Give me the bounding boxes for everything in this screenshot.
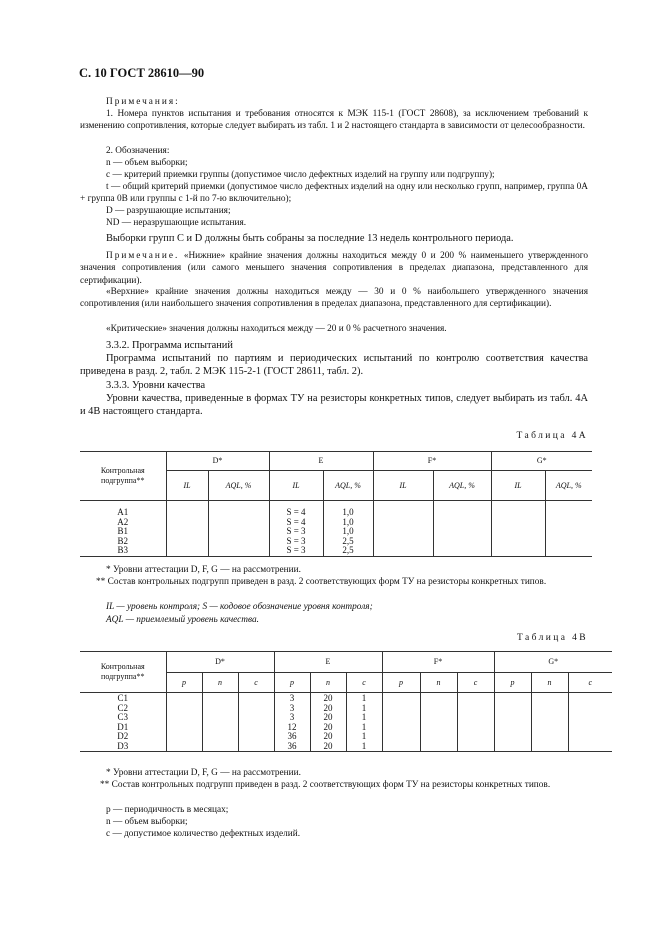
table-4b-group-g: G* xyxy=(494,652,612,672)
table-4b-caption: Таблица 4В xyxy=(517,633,588,643)
table-4a-row-subgroup: B2 xyxy=(117,535,128,546)
table-4a-row-il: S = 3 xyxy=(269,537,323,547)
table-4b-row-p: 12 xyxy=(274,723,310,733)
table-4b-d-n: n xyxy=(202,672,238,692)
table-4a-group-e: E xyxy=(269,452,373,470)
table-4b-row-c: 1 xyxy=(346,704,382,714)
table-4b-d-c: c xyxy=(238,672,274,692)
table-4b-row-subgroup: D3 xyxy=(80,742,166,752)
section-3-3-2-text: Программа испытаний по партиям и периодических испытаний по контролю соответствия качества приведена в разд. 2, табл. 2 МЭК 115-2-1 (ГОСТ 28611, табл. 2). xyxy=(80,353,588,378)
table-4a-legend-2: AQL — приемлемый уровень качества. xyxy=(106,615,259,625)
table-4a-group-d: D* xyxy=(166,452,269,470)
table-4a-row-il: S = 3 xyxy=(269,527,323,537)
note-3 xyxy=(80,250,588,287)
critical-values-paragraph: «Критические» значения должны находиться между — 20 и 0 % расчетного значения. xyxy=(106,324,447,334)
table-4b-e-p: p xyxy=(274,672,310,692)
table-4b-d-p: p xyxy=(166,672,202,692)
section-3-3-2-title: 3.3.2. Программа испытаний xyxy=(106,340,233,351)
table-4a-group-f: F* xyxy=(373,452,491,470)
table-4a-row-aql: 1,0 xyxy=(323,508,373,518)
table-4a-e-il: IL xyxy=(269,470,323,500)
table-4a-e-aql: AQL, % xyxy=(323,470,373,500)
table-4b-row-n: 20 xyxy=(310,742,346,752)
table-4b xyxy=(80,651,612,752)
table-row xyxy=(80,694,612,704)
table-4a-g-il: IL xyxy=(491,470,545,500)
table-4b-subgroup-header: Контрольная подгруппа** xyxy=(80,652,166,692)
table-row xyxy=(80,537,592,547)
table-4a-row-subgroup: A2 xyxy=(117,516,129,527)
note-3-text: «Нижние» крайние значения должны находиться между 0 и 200 % наименьшего утвержденного значения сопротивления (или самого меньшего значения сопротивления в пределах диапазона, представленного для сертификации). xyxy=(80,251,588,286)
table-4b-group-e: E xyxy=(274,652,382,672)
table-4b-row-c: 1 xyxy=(346,694,382,704)
table-4b-group-d: D* xyxy=(166,652,274,672)
groups-paragraph: Выборки групп С и D должны быть собраны за последние 13 недель контрольного периода. xyxy=(106,233,514,244)
table-4b-row-c: 1 xyxy=(346,713,382,723)
table-4a-d-il: IL xyxy=(166,470,208,500)
table-4b-e-n: n xyxy=(310,672,346,692)
table-4b-legend-p: p — периодичность в месяцах; xyxy=(106,805,229,815)
table-4a-row-aql: 2,5 xyxy=(323,546,373,556)
upper-values-paragraph: «Верхние» крайние значения должны находиться между — 30 и 0 % наибольшего утвержденного значения сопротивления (или наибольшего значения сопротивления в пределах диапазона, представленного для сертификации). xyxy=(80,287,588,310)
notes-title: Примечания: xyxy=(106,97,180,107)
table-row xyxy=(80,713,612,723)
table-4a-subgroup-header: Контрольная подгруппа** xyxy=(80,452,166,500)
table-4a-f-aql: AQL, % xyxy=(433,470,491,500)
table-4a-row-aql: 1,0 xyxy=(323,527,373,537)
section-3-3-3-text: Уровни качества, приведенные в формах ТУ на резисторы конкретных типов, следует выбирать из табл. 4А и 4В настоящего стандарта. xyxy=(80,393,588,418)
note-3-label: Примечание. xyxy=(106,251,180,261)
table-4b-row-n: 20 xyxy=(310,723,346,733)
table-4a-legend-1: IL — уровень контроля; S — кодовое обозначение уровня контроля; xyxy=(106,602,373,612)
table-4a-row-il: S = 3 xyxy=(269,546,323,556)
table-4b-row-subgroup: C2 xyxy=(117,702,128,713)
table-4a-d-aql: AQL, % xyxy=(208,470,269,500)
note-1: 1. Номера пунктов испытания и требования относятся к МЭК 115-1 (ГОСТ 28608), за исключением требований к изменению сопротивления, которые следует выбирать из табл. 1 и 2 настоящего стандарта в зависимости от целесообразности. xyxy=(80,109,588,132)
table-4b-row-n: 20 xyxy=(310,713,346,723)
table-4a xyxy=(80,451,592,557)
table-row xyxy=(80,546,592,556)
table-4b-row-c: 1 xyxy=(346,723,382,733)
symbol-n: n — объем выборки; xyxy=(106,158,188,168)
table-4b-row-subgroup: C1 xyxy=(117,693,128,703)
table-4b-legend-n: n — объем выборки; xyxy=(106,817,188,827)
table-4b-row-subgroup: D1 xyxy=(117,721,129,732)
table-4b-footnote-2: ** Состав контрольных подгрупп приведен в разд. 2 соответствующих форм ТУ на резисторы конкретных типов. xyxy=(100,780,551,790)
table-4a-row-subgroup: A1 xyxy=(117,507,129,517)
table-4a-footnote-1: * Уровни аттестации D, F, G — на рассмотрении. xyxy=(106,565,301,575)
table-4b-f-p: p xyxy=(382,672,420,692)
table-4b-row-p: 3 xyxy=(274,713,310,723)
table-4b-row-n: 20 xyxy=(310,732,346,742)
table-row xyxy=(80,723,612,733)
table-4a-row-aql: 2,5 xyxy=(323,537,373,547)
table-row xyxy=(80,527,592,537)
table-row xyxy=(80,518,592,528)
table-4b-row-p: 3 xyxy=(274,704,310,714)
table-4b-g-n: n xyxy=(531,672,568,692)
table-4a-group-g: G* xyxy=(491,452,592,470)
table-4b-row-p: 36 xyxy=(274,742,310,752)
table-4b-row-c: 1 xyxy=(346,742,382,752)
table-4a-f-il: IL xyxy=(373,470,433,500)
table-row xyxy=(80,508,592,518)
table-4b-e-c: c xyxy=(346,672,382,692)
table-row xyxy=(80,732,612,742)
table-4b-row-subgroup: C3 xyxy=(117,712,128,722)
table-4b-row-p: 36 xyxy=(274,732,310,742)
table-4a-caption: Таблица 4А xyxy=(516,431,588,441)
symbol-nd: ND — неразрушающие испытания. xyxy=(106,218,247,228)
table-4a-g-aql: AQL, % xyxy=(545,470,592,500)
symbol-c: c — критерий приемки группы (допустимое число дефектных изделий на группу или подгруппу); xyxy=(106,170,495,180)
table-4b-g-c: c xyxy=(568,672,612,692)
table-4b-f-c: c xyxy=(457,672,494,692)
table-row xyxy=(80,704,612,714)
table-4b-row-n: 20 xyxy=(310,704,346,714)
table-4b-f-n: n xyxy=(420,672,457,692)
table-4b-g-p: p xyxy=(494,672,531,692)
table-4b-row-subgroup: D2 xyxy=(117,731,129,741)
note-2-title: 2. Обозначения: xyxy=(106,146,170,156)
symbol-t: t — общий критерий приемки (допустимое число дефектных изделий на одну или несколько групп, например, группа 0А + группа 0В или группы с 1-й по 7-ю включительно); xyxy=(80,182,588,205)
table-4a-row-subgroup: B3 xyxy=(80,546,166,556)
table-row xyxy=(80,742,612,752)
table-4a-row-il: S = 4 xyxy=(269,508,323,518)
section-3-3-3-title: 3.3.3. Уровни качества xyxy=(106,380,206,391)
table-4a-row-il: S = 4 xyxy=(269,518,323,528)
table-4b-footnote-1: * Уровни аттестации D, F, G — на рассмотрении. xyxy=(106,768,301,778)
symbol-d: D — разрушающие испытания; xyxy=(106,206,231,216)
table-4b-legend-c: c — допустимое количество дефектных изделий. xyxy=(106,829,301,839)
table-4b-row-p: 3 xyxy=(274,694,310,704)
table-4b-group-f: F* xyxy=(382,652,494,672)
table-4b-row-n: 20 xyxy=(310,694,346,704)
table-4a-row-subgroup: B1 xyxy=(117,526,128,536)
table-4b-row-c: 1 xyxy=(346,732,382,742)
table-4a-row-aql: 1,0 xyxy=(323,518,373,528)
table-4a-footnote-2: ** Состав контрольных подгрупп приведен в разд. 2 соответствующих форм ТУ на резисторы конкретных типов. xyxy=(96,577,547,587)
page-header: С. 10 ГОСТ 28610—90 xyxy=(79,66,205,80)
